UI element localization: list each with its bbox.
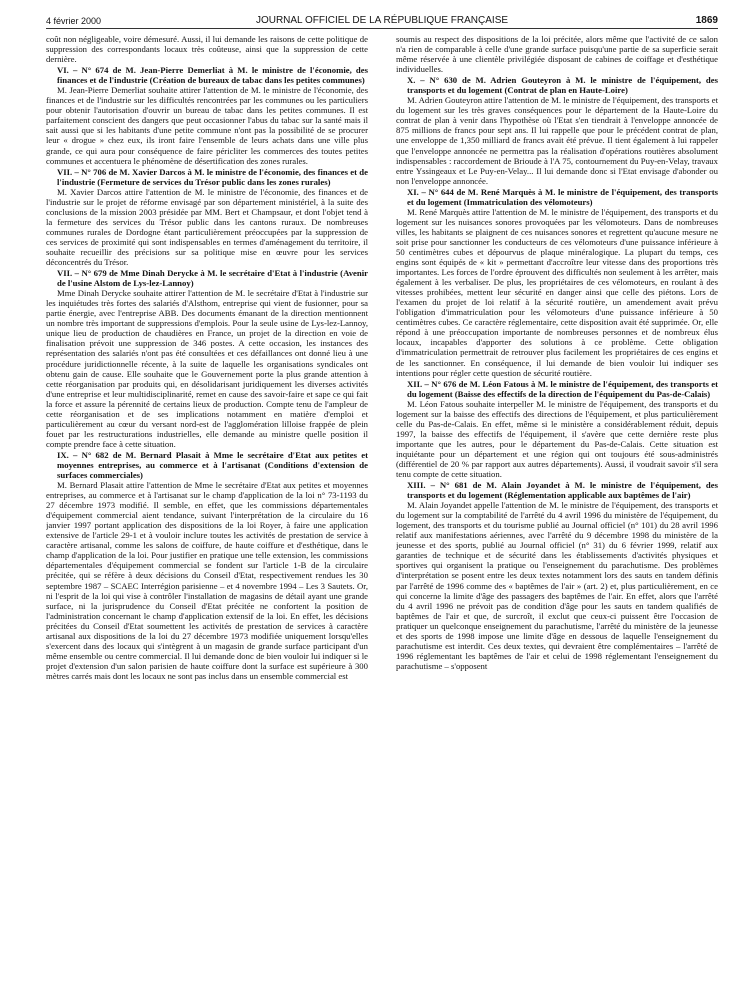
question-text: M. Bernard Plasait attire l'attention de Mme le secrétaire d'Etat aux petites et moyennes entreprises, au commerce et à l'artisanat sur le champ d'application de la loi n° 73-1193 du 27 décembre 1973 modifié. Il semble, en effet, que les commissions départementales d'équipement commercial aient tendance, suivant l'interprétation de la circulaire du 16 janvier 1997 portant application des dispositions de la loi Royer, à faire une application extensive de l'article 29-1 et à vouloir inclure toutes les activités de prestation de service à caractère artisanal, comme les salons de coiffure, de haute coiffure et d'esthétique, dans le champ d'application de la loi. Pour justifier en pratique une telle extension, les commissions départementales d'équipement commercial se fondent sur l'article 1-B de la circulaire précitée, qui se réfère à deux décisions du Conseil d'Etat, respectivement rendues les 30 septembre 1987 – SCAEC Interrégion parisienne – et 4 novembre 1994 – Les 3 Sautets. Or, ni l'esprit de la loi qui vise à contrôler l'installation de magasins de détail ayant une grande surface, ni la jurisprudence du Conseil d'Etat précitée ne confortent la position de l'administration concernant le champ d'application extensif de la loi. En effet, les décisions précitées du Conseil d'Etat soumettent les activités de prestation de services à caractère artisanal aux dispositions de la loi du 27 décembre 1973 modifiée uniquement lorsqu'elles s'exercent dans des locaux qui s'intègrent à un magasin de grande surface participant d'un même ensemble ou centre commercial. Il lui demande donc de bien vouloir lui indiquer si le projet d'extension d'un salon parisien de haute coiffure dont la surface est supérieure à 300 mètres carrés mais dont les locaux ne sont pas inclus dans un ensemble commercial est [46,480,368,681]
question-text: M. Alain Joyandet appelle l'attention de M. le ministre de l'équipement, des transports et du logement sur la comptabilité de l'arrêté du 4 avril 1996 du ministère de l'équipement, du logement, des transports et du tourisme publié au Journal officiel (n° 101) du 28 avril 1996 relatif aux manifestations aériennes, avec l'arrêté du 9 décembre 1998 du ministère de la jeunesse et des sports, publié au Journal officiel (n° 31) du 6 février 1999, relatif aux garanties de technique et de sécurité dans les établissements d'activités physiques et sportives qui organisent la pratique ou l'enseignement du parachutisme. Des problèmes d'interprétation se posent entre les deux textes notamment lors des sauts en tandem définis par l'arrêté de 1996 comme des « baptêmes de l'air » (art. 2) et, plus particulièrement, en ce qui concerne la limite d'âge des passagers des baptêmes de l'air. En effet, alors que l'arrêté du 4 avril 1996 ne prévoit pas de condition d'âge pour les sauts en tandem qualifiés de baptêmes de l'air et que, de surcroît, il exclut que ceux-ci puissent être l'occasion de pratiquer un quelconque enseignement du parachutisme, l'arrêté du ministère de la jeunesse et des sports de 1998 impose une limite d'âge en dessous de laquelle l'enseignement du parachutisme est interdit. Ces deux textes, qui devraient être complémentaires – l'arrêté de 1996 réglementant les baptêmes de l'air et celui de 1998 réglementant l'enseignement du parachutisme – s'opposent [396,500,718,671]
question-heading: VI. – N° 674 de M. Jean-Pierre Demerliat à M. le ministre de l'économie, des finances et de l'industrie (Création de bureaux de tabac dans les petites communes) [57,65,368,86]
question-text: Mme Dinah Derycke souhaite attirer l'attention de M. le secrétaire d'Etat à l'industrie sur les inquiétudes très fortes des salariés d'Alsthom, entreprise qui vient de fusionner, pour sa partie énergie, avec l'entreprise ABB. Des documents émanant de la direction mentionnent un nombre très important de suppressions d'emplois. Pour la seule usine de Lys-lez-Lannoy, unique lieu de production de chaudières en France, un projet de la direction en voie de finalisation prévoit une suppression de 346 postes. A cette occasion, les instances des représentation des salariés n'ont pas été consultées et ces défaillances ont donné lieu à une procédure juridictionnelle récente, à la suite de laquelle les organisations syndicales ont obtenu gain de cause. Elle souhaite que le Gouvernement porte la plus grande attention à cette réorganisation par produits qui, en désolidarisant juridiquement les diverses activités d'une entreprise et leur multidisciplinarité, remet en cause des savoir-faire et sape ce qui fait la force et assure la pérennité de certains lieux de production. Compte tenu de l'ampleur de cette réorganisation et de ses implications notamment en matière d'emploi et particulièrement au cœur du versant nord-est de l'agglomération lilloise frappée de plein fouet par les restructurations industrielles, elle demande au ministre quelle position il compte prendre face à cette situation. [46,288,368,449]
left-column [46,34,368,984]
question-text: M. René Marquès attire l'attention de M. le ministre de l'équipement, des transports et du logement sur les nuisances sonores provoquées par les vélomoteurs. Dans de nombreuses villes, les habitants se plaignent de ces nuisances sonores et regrettent qu'aucune mesure ne soit prise pour sanctionner les conducteurs de ces vélomoteurs d'une puissance inférieure à 50 centimètres cubes et dépourvus de plaque minéralogique. La plupart du temps, ces engins sont équipés de « kit » permettant d'accroître leur vitesse dans des proportions très importantes. Les forces de l'ordre éprouvent des difficultés non seulement à les arrêter, mais également à les verbaliser. De plus, les propriétaires de ces vélomoteurs, en roulant à des vitesses prohibées, mettent leur sécurité en danger ainsi que celle des piétons. Lors de l'examen du projet de loi relatif à la sécurité routière, un amendement avait prévu l'obligation d'immatriculation pour les vélomoteurs d'une puissance inférieure à 50 centimètres cubes. Ce caractère réglementaire, cette disposition avait été supprimée. Or, elle répond à une préoccupation importante de nombreuses personnes et de nombreux élus locaux, incapables d'apporter des solutions à ce problème. Cette obligation d'immatriculation permettrait de retrouver plus facilement les propriétaires de ces engins et de les sanctionner. En conséquence, il lui demande de bien vouloir lui indiquer ses intentions pour régler cette question de sécurité routière. [396,206,718,378]
question-heading: XII. – N° 676 de M. Léon Fatous à M. le ministre de l'équipement, des transports et du logement (Baisse des effectifs de la direction de l'équipement du Pas-de-Calais) [407,378,718,399]
continued-paragraph: coût non négligeable, voire démesuré. Aussi, il lui demande les raisons de cette politique de suppression des correspondants locaux très coûteuse, ainsi que la suppression de cette dernière. [46,34,368,65]
question-text: M. Léon Fatous souhaite interpeller M. le ministre de l'équipement, des transports et du logement sur la baisse des effectifs des directions de l'équipement, et plus particulièrement celle du Pas-de-Calais. En effet, même si le ministère a considérablement réduit, depuis 1997, la baisse des effectifs de l'équipement, il s'avère que cette dernière reste plus importante que les autres, pour le département du Pas-de-Calais. Cette situation est inquiétante pour un département et une région qui ont toujours été sous-administrés (différentiel de 20 % par rapport aux autres départements). Aussi, il voudrait savoir s'il sera tenu compte de cette situation. [396,398,718,480]
question-text: M. Adrien Gouteyron attire l'attention de M. le ministre de l'équipement, des transports et du logement sur les très graves conséquences pour le département de la Haute-Loire du contrat de plan à venir dans l'hypothèse où l'Etat s'en tiendrait à l'enveloppe annoncée de 875 millions de francs pour sept ans. Il lui rappelle que pour le précédent contrat de plan, une enveloppe de 1,350 milliard de francs avait été prévue. Il tient également à lui rappeler que l'enveloppe annoncée ne permettra pas la réalisation d'opérations routières absolument indispensables : raccordement de Brioude à l'A 75, contournement du Puy-en-Velay, travaux entre Yssingeaux et Le Puy-en-Velay... Il lui demande donc si l'Etat envisage d'abonder ou non l'enveloppe annoncée. [396,95,718,186]
right-column [396,34,718,984]
question-heading: IX. – N° 682 de M. Bernard Plasait à Mme le secrétaire d'Etat aux petites et moyennes entreprises, au commerce et à l'artisanat (Conditions d'extension de surfaces commerciales) [57,449,368,481]
header-date: 4 février 2000 [46,16,102,26]
header-journal-title: JOURNAL OFFICIEL DE LA RÉPUBLIQUE FRANÇAISE [255,15,509,26]
question-text: M. Xavier Darcos attire l'attention de M. le ministre de l'économie, des finances et de l'industrie sur le projet de réforme envisagé par son département ministériel, à la suite des conclusions de la mission 2003 présidée par MM. Bert et Champsaur, et dont l'objet tend à la fermeture des services du Trésor public dans les cantons ruraux. De nombreuses communes rurales de Dordogne étant particulièrement préoccupées par la suppression de ces services de proximité qui sont indispensables en termes d'aménagement du territoire, il souhaite recueillir des précisions sur sa politique mise en œuvre pour les services déconcentrés du Trésor. [46,186,368,268]
page-header [46,14,718,29]
question-heading: XIII. – N° 681 de M. Alain Joyandet à M. le ministre de l'équipement, des transports et du logement (Réglementation applicable aux baptêmes de l'air) [407,480,718,501]
question-heading: X. – N° 630 de M. Adrien Gouteyron à M. le ministre de l'équipement, des transports et du logement (Contrat de plan en Haute-Loire) [407,75,718,96]
question-heading: VII. – N° 679 de Mme Dinah Derycke à M. le secrétaire d'Etat à l'industrie (Avenir de l'usine Alstom de Lys-lez-Lannoy) [57,268,368,289]
continued-paragraph: soumis au respect des dispositions de la loi précitée, alors même que l'activité de ce salon n'a rien de comparable à celle d'une grande surface puisqu'une partie de sa superficie serait même réservée à une clientèle privilégiée disposant de cabines de coiffage et d'esthétique individuelles. [396,34,718,75]
header-page-number: 1869 [695,15,718,26]
question-heading: VII. – N° 706 de M. Xavier Darcos à M. le ministre de l'économie, des finances et de l'industrie (Fermeture de services du Trésor public dans les zones rurales) [57,166,368,187]
question-text: M. Jean-Pierre Demerliat souhaite attirer l'attention de M. le ministre de l'économie, des finances et de l'industrie sur les difficultés rencontrées par les communes ou les particuliers pour obtenir l'autorisation d'ouvrir un bureau de tabac dans les petites communes. Il est parfaitement conscient des dangers que peut occasionner l'abus du tabac sur la santé mais il sait aussi que si les habitants d'une petite commune n'ont pas la possibilité de se procurer leur « drogue » chez eux, ils iront faire l'ensemble de leurs achats dans une ville plus grande, ce qui aura pour conséquence de faire péricliter les commerces des toutes petites communes et accentuera le phénomène de désertification des zones rurales. [46,85,368,166]
question-heading: XI. – N° 644 de M. René Marquès à M. le ministre de l'équipement, des transports et du logement (Immatriculation des vélomoteurs) [407,186,718,207]
